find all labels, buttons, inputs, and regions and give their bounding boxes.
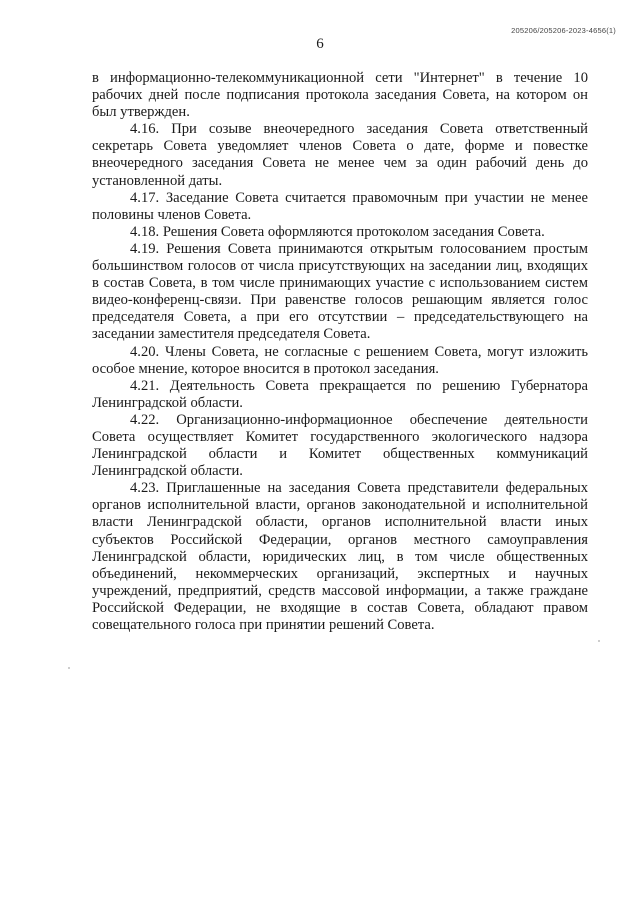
paragraph-continuation: в информационно-телекоммуникационной сети "Интернет" в течение 10 рабочих дней после подписания протокола заседания Совета, на котором он был утвержден.	[92, 70, 588, 121]
paragraph-4-22: 4.22. Организационно-информационное обеспечение деятельности Совета осуществляет Комитет государственного экологического надзора Ленинградской области и Комитет общественных коммуникаций Ленинградской области.	[92, 411, 588, 480]
document-id-stamp: 205206/205206-2023-4656(1)	[511, 26, 616, 35]
paragraph-4-20: 4.20. Члены Совета, не согласные с решением Совета, могут изложить особое мнение, которое вносится в протокол заседания.	[92, 343, 588, 377]
scan-artifact	[598, 640, 600, 642]
paragraph-4-17: 4.17. Заседание Совета считается правомочным при участии не менее половины членов Совета.	[92, 189, 588, 223]
scan-artifact	[68, 667, 70, 669]
paragraph-4-21: 4.21. Деятельность Совета прекращается по решению Губернатора Ленинградской области.	[92, 377, 588, 411]
document-body	[92, 70, 588, 634]
paragraph-4-18: 4.18. Решения Совета оформляются протоколом заседания Совета.	[130, 223, 545, 240]
page-number: 6	[316, 36, 324, 52]
paragraph-4-16: 4.16. При созыве внеочередного заседания Совета ответственный секретарь Совета уведомляет членов Совета о дате, форме и повестке внеочередного заседания Совета не менее чем за один рабочий день до установленной даты.	[92, 121, 588, 189]
paragraph-4-19: 4.19. Решения Совета принимаются открытым голосованием простым большинством голосов от числа присутствующих на заседании лиц, входящих в состав Совета, в том числе принимающих участие с использованием систем видео-конференц-связи. При равенстве голосов решающим является голос председателя Совета, а при его отсутствии – председательствующего на заседании заместителя председателя Совета.	[92, 240, 588, 343]
paragraph-4-23: 4.23. Приглашенные на заседания Совета представители федеральных органов исполнительной власти, органов законодательной и исполнительной власти Ленинградской области, органов исполнительной власти иных субъектов Российской Федерации, органов местного самоуправления Ленинградской области, юридических лиц, в том числе общественных объединений, некоммерческих организаций, экспертных и научных учреждений, предприятий, средств массовой информации, а также граждане Российской Федерации, не входящие в состав Совета, обладают правом совещательного голоса при принятии решений Совета.	[92, 480, 588, 633]
